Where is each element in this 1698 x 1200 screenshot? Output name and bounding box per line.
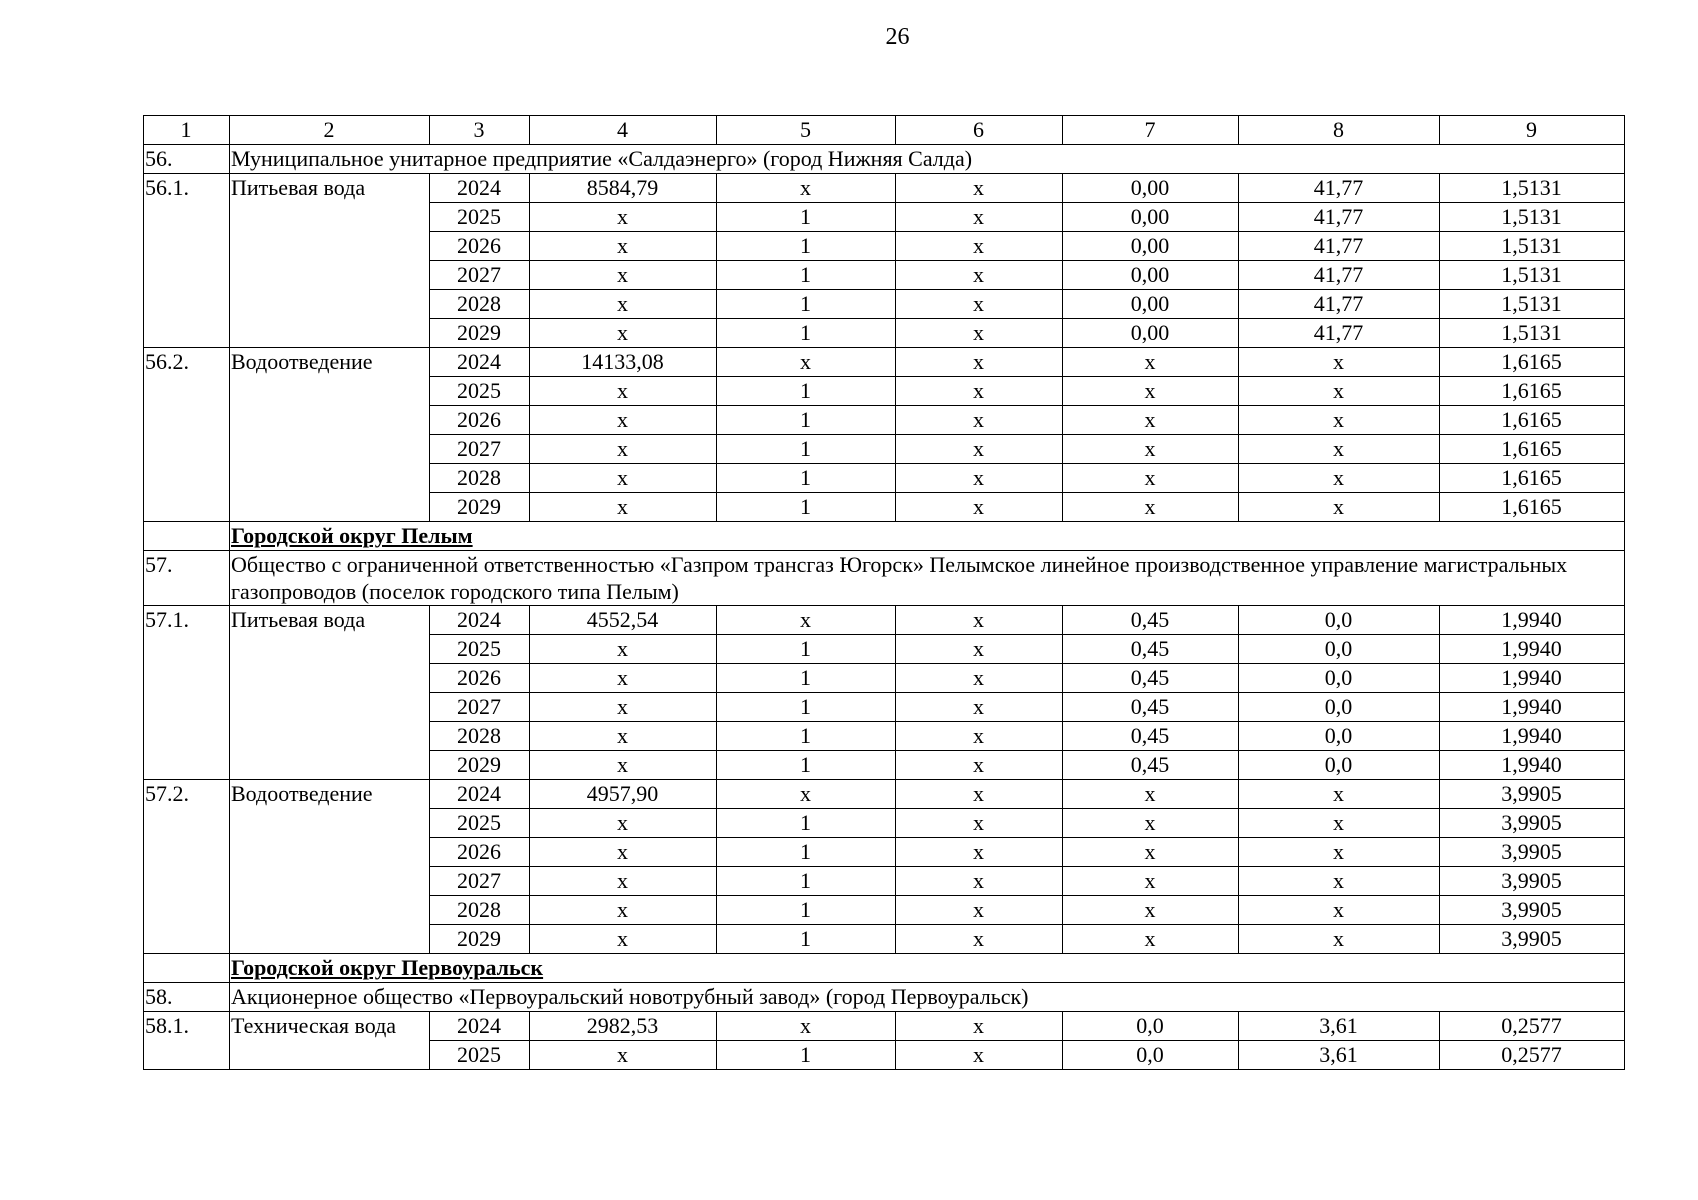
col9-cell: 1,9940 [1440,751,1625,780]
col4-cell: x [530,319,717,348]
col5-cell: 1 [717,925,896,954]
year-cell: 2027 [430,435,530,464]
col7-cell: 0,45 [1063,693,1239,722]
col8-cell: x [1239,896,1440,925]
col4-cell: x [530,290,717,319]
col7-cell: x [1063,493,1239,522]
col5-cell: 1 [717,493,896,522]
col7-cell: 0,45 [1063,664,1239,693]
organization-name: Акционерное общество «Первоуральский новотрубный завод» (город Первоуральск) [230,983,1625,1012]
col7-cell: 0,45 [1063,635,1239,664]
col4-cell: x [530,232,717,261]
col6-cell: x [896,261,1063,290]
header-row [144,116,1625,145]
year-cell: 2024 [430,174,530,203]
col5-cell: x [717,1012,896,1041]
col7-cell: 0,0 [1063,1041,1239,1070]
col8-cell: x [1239,435,1440,464]
col4-cell: x [530,693,717,722]
col6-cell: x [896,751,1063,780]
col4-cell: x [530,809,717,838]
col5-cell: 1 [717,290,896,319]
col7-cell: 0,00 [1063,290,1239,319]
table-row [144,348,1625,377]
col8-cell: 0,0 [1239,722,1440,751]
year-cell: 2026 [430,232,530,261]
col7-cell: 0,00 [1063,232,1239,261]
col6-cell: x [896,780,1063,809]
col8-cell: 0,0 [1239,664,1440,693]
col9-cell: 0,2577 [1440,1041,1625,1070]
service-number: 56.2. [144,348,230,522]
col8-cell: 0,0 [1239,635,1440,664]
year-cell: 2029 [430,751,530,780]
col6-cell: x [896,635,1063,664]
year-cell: 2024 [430,1012,530,1041]
col8-cell: x [1239,348,1440,377]
col7-cell: x [1063,435,1239,464]
col5-cell: 1 [717,232,896,261]
col5-cell: 1 [717,751,896,780]
col5-cell: 1 [717,377,896,406]
col6-cell: x [896,232,1063,261]
col5-cell: x [717,348,896,377]
col4-cell: x [530,406,717,435]
col8-cell: x [1239,809,1440,838]
col7-cell: 0,00 [1063,174,1239,203]
header-cell: 9 [1440,116,1625,145]
col6-cell: x [896,722,1063,751]
col5-cell: 1 [717,319,896,348]
col5-cell: 1 [717,809,896,838]
col8-cell: 41,77 [1239,261,1440,290]
table-row [144,174,1625,203]
year-cell: 2027 [430,261,530,290]
col6-cell: x [896,838,1063,867]
col5-cell: 1 [717,635,896,664]
year-cell: 2029 [430,319,530,348]
col9-cell: 1,6165 [1440,493,1625,522]
col5-cell: 1 [717,664,896,693]
header-cell: 1 [144,116,230,145]
year-cell: 2026 [430,406,530,435]
service-name: Питьевая вода [230,606,430,780]
col8-cell: x [1239,464,1440,493]
col5-cell: 1 [717,203,896,232]
col9-cell: 3,9905 [1440,867,1625,896]
year-cell: 2025 [430,635,530,664]
col4-cell: x [530,203,717,232]
col7-cell: 0,00 [1063,203,1239,232]
col8-cell: 3,61 [1239,1012,1440,1041]
col5-cell: x [717,606,896,635]
organization-name: Муниципальное унитарное предприятие «Салдаэнерго» (город Нижняя Салда) [230,145,1625,174]
table-row [144,780,1625,809]
page-number: 26 [885,24,910,50]
section-number-cell [144,522,230,551]
col9-cell: 3,9905 [1440,896,1625,925]
col8-cell: 41,77 [1239,232,1440,261]
col6-cell: x [896,809,1063,838]
col4-cell: 4552,54 [530,606,717,635]
col7-cell: x [1063,406,1239,435]
col9-cell: 1,6165 [1440,348,1625,377]
service-name: Питьевая вода [230,174,430,348]
col8-cell: 41,77 [1239,319,1440,348]
col8-cell: 0,0 [1239,693,1440,722]
col9-cell: 1,9940 [1440,606,1625,635]
year-cell: 2028 [430,464,530,493]
service-name: Техническая вода [230,1012,430,1070]
year-cell: 2025 [430,809,530,838]
year-cell: 2029 [430,493,530,522]
service-number: 58.1. [144,1012,230,1070]
col9-cell: 1,6165 [1440,377,1625,406]
col8-cell: 0,0 [1239,751,1440,780]
col9-cell: 1,9940 [1440,722,1625,751]
col5-cell: 1 [717,464,896,493]
section-row [144,954,1625,983]
col5-cell: 1 [717,1041,896,1070]
col4-cell: x [530,261,717,290]
table-row [144,606,1625,635]
col7-cell: 0,00 [1063,319,1239,348]
col5-cell: 1 [717,261,896,290]
col6-cell: x [896,896,1063,925]
year-cell: 2024 [430,606,530,635]
col5-cell: 1 [717,867,896,896]
col9-cell: 1,6165 [1440,406,1625,435]
year-cell: 2025 [430,377,530,406]
col9-cell: 1,6165 [1440,464,1625,493]
section-row [144,522,1625,551]
col6-cell: x [896,867,1063,896]
col9-cell: 1,5131 [1440,232,1625,261]
col9-cell: 1,9940 [1440,635,1625,664]
col4-cell: x [530,664,717,693]
col8-cell: 3,61 [1239,1041,1440,1070]
organization-row [144,551,1625,606]
col7-cell: x [1063,780,1239,809]
col7-cell: x [1063,348,1239,377]
col4-cell: 4957,90 [530,780,717,809]
section-title: Городской округ Первоуральск [230,954,1625,983]
col9-cell: 1,5131 [1440,261,1625,290]
col7-cell: 0,0 [1063,1012,1239,1041]
col5-cell: 1 [717,435,896,464]
year-cell: 2026 [430,664,530,693]
col8-cell: 41,77 [1239,290,1440,319]
col7-cell: 0,45 [1063,751,1239,780]
year-cell: 2025 [430,203,530,232]
col8-cell: x [1239,406,1440,435]
col7-cell: x [1063,464,1239,493]
col5-cell: x [717,174,896,203]
col4-cell: x [530,925,717,954]
header-cell: 5 [717,116,896,145]
col8-cell: x [1239,377,1440,406]
year-cell: 2024 [430,348,530,377]
tariff-table [143,115,1625,1070]
col6-cell: x [896,664,1063,693]
col9-cell: 1,5131 [1440,319,1625,348]
col7-cell: x [1063,838,1239,867]
col9-cell: 1,9940 [1440,664,1625,693]
col8-cell: x [1239,780,1440,809]
col7-cell: x [1063,867,1239,896]
col6-cell: x [896,319,1063,348]
col4-cell: x [530,464,717,493]
col4-cell: x [530,435,717,464]
col7-cell: 0,00 [1063,261,1239,290]
col5-cell: x [717,780,896,809]
col6-cell: x [896,377,1063,406]
col7-cell: 0,45 [1063,722,1239,751]
col5-cell: 1 [717,406,896,435]
col9-cell: 1,5131 [1440,290,1625,319]
col6-cell: x [896,1012,1063,1041]
col7-cell: 0,45 [1063,606,1239,635]
col4-cell: x [530,1041,717,1070]
col4-cell: 8584,79 [530,174,717,203]
service-name: Водоотведение [230,348,430,522]
col7-cell: x [1063,377,1239,406]
year-cell: 2028 [430,290,530,319]
col9-cell: 3,9905 [1440,838,1625,867]
organization-name: Общество с ограниченной ответственностью «Газпром трансгаз Югорск» Пелымское линейное производственное управление магистральных газопроводов (поселок городского типа Пелым) [230,551,1625,606]
header-cell: 4 [530,116,717,145]
header-cell: 6 [896,116,1063,145]
col6-cell: x [896,693,1063,722]
col6-cell: x [896,406,1063,435]
col6-cell: x [896,290,1063,319]
table-row [144,1012,1625,1041]
col9-cell: 1,5131 [1440,174,1625,203]
col4-cell: x [530,751,717,780]
col8-cell: 41,77 [1239,174,1440,203]
col5-cell: 1 [717,693,896,722]
col9-cell: 1,9940 [1440,693,1625,722]
service-number: 57.1. [144,606,230,780]
col9-cell: 3,9905 [1440,925,1625,954]
header-cell: 3 [430,116,530,145]
col4-cell: x [530,377,717,406]
col6-cell: x [896,464,1063,493]
header-cell: 7 [1063,116,1239,145]
col6-cell: x [896,174,1063,203]
col8-cell: 41,77 [1239,203,1440,232]
col4-cell: x [530,838,717,867]
col8-cell: x [1239,838,1440,867]
organization-number: 58. [144,983,230,1012]
year-cell: 2028 [430,722,530,751]
col6-cell: x [896,348,1063,377]
col4-cell: x [530,896,717,925]
service-number: 56.1. [144,174,230,348]
year-cell: 2024 [430,780,530,809]
col4-cell: x [530,722,717,751]
section-number-cell [144,954,230,983]
col4-cell: x [530,635,717,664]
service-name: Водоотведение [230,780,430,954]
col4-cell: x [530,867,717,896]
organization-number: 56. [144,145,230,174]
table-body [144,116,1625,1070]
col6-cell: x [896,1041,1063,1070]
col7-cell: x [1063,925,1239,954]
year-cell: 2027 [430,693,530,722]
organization-row [144,983,1625,1012]
col8-cell: x [1239,867,1440,896]
organization-number: 57. [144,551,230,606]
col9-cell: 3,9905 [1440,780,1625,809]
col8-cell: 0,0 [1239,606,1440,635]
year-cell: 2029 [430,925,530,954]
header-cell: 8 [1239,116,1440,145]
col5-cell: 1 [717,896,896,925]
year-cell: 2025 [430,1041,530,1070]
col4-cell: 2982,53 [530,1012,717,1041]
col4-cell: 14133,08 [530,348,717,377]
header-cell: 2 [230,116,430,145]
organization-row [144,145,1625,174]
col8-cell: x [1239,493,1440,522]
col4-cell: x [530,493,717,522]
service-number: 57.2. [144,780,230,954]
col6-cell: x [896,435,1063,464]
col7-cell: x [1063,896,1239,925]
section-title: Городской округ Пелым [230,522,1625,551]
year-cell: 2026 [430,838,530,867]
col8-cell: x [1239,925,1440,954]
col6-cell: x [896,606,1063,635]
year-cell: 2027 [430,867,530,896]
col9-cell: 3,9905 [1440,809,1625,838]
col9-cell: 0,2577 [1440,1012,1625,1041]
col9-cell: 1,5131 [1440,203,1625,232]
col6-cell: x [896,203,1063,232]
year-cell: 2028 [430,896,530,925]
col6-cell: x [896,493,1063,522]
col5-cell: 1 [717,838,896,867]
col6-cell: x [896,925,1063,954]
col5-cell: 1 [717,722,896,751]
col7-cell: x [1063,809,1239,838]
col9-cell: 1,6165 [1440,435,1625,464]
